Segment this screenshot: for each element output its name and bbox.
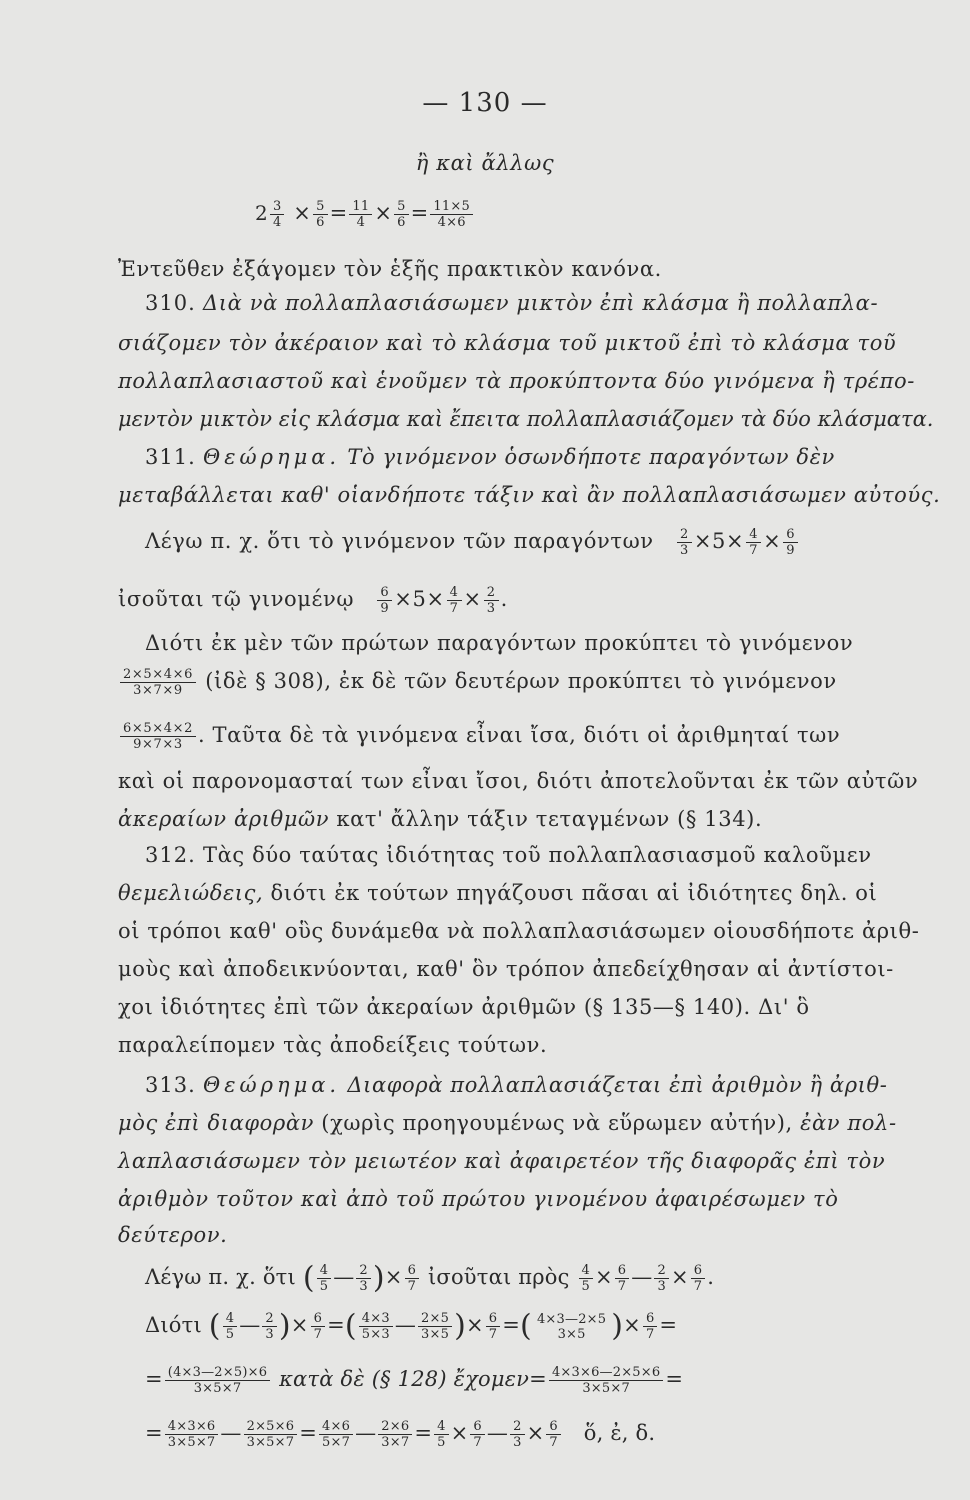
- text-line-with-fraction: $\frac{6\times 5\times 4\times 2}{9\times 7\times 3}$ . Ταῦτα δὲ τὰ γινόμενα εἶναι ἴσα, διότι οἱ ἀριθμηταί των: [118, 720, 948, 752]
- text-line: θεμελιώδεις, διότι ἐκ τούτων πηγάζουσι πᾶσαι αἱ ἰδιότητες δηλ. οἱ: [118, 881, 878, 905]
- text-line: Ἐντεῦθεν ἐξάγομεν τὸν ἑξῆς πρακτικὸν κανόνα.: [118, 257, 662, 281]
- equation-mixed-fraction: 2 $\frac{3}{4}$ × $\frac{5}{6}$ = $\frac{11}{4}$ × $\frac{5}{6}$ = $\frac{11\times 5}{4\times 6}$: [255, 198, 755, 230]
- text-line-with-product: ἰσοῦται τῷ γινομένῳ $\frac{6}{9}$ ×5× $\frac{4}{7}$ × $\frac{2}{3}$ .: [118, 585, 508, 616]
- paragraph-312: 312. Τὰς δύο ταύτας ἰδιότητας τοῦ πολλαπλασιασμοῦ καλοῦμεν: [145, 843, 872, 867]
- text-line: ἢ καὶ ἄλλως: [415, 151, 555, 175]
- text-line: μὸς ἐπὶ διαφορὰν (χωρὶς προηγουμένως νὰ εὕρωμεν αὐτήν), ἐὰν πολ-: [118, 1111, 897, 1135]
- text-line: σιάζομεν τὸν ἀκέραιον καὶ τὸ κλάσμα τοῦ μικτοῦ ἐπὶ τὸ κλάσμα τοῦ: [118, 331, 897, 355]
- paragraph-310: 310. Διὰ νὰ πολλαπλασιάσωμεν μικτὸν ἐπὶ κλάσμα ἢ πολλαπλα-: [145, 291, 879, 315]
- text-line: ἀκεραίων ἀριθμῶν κατ' ἄλλην τάξιν τεταγμένων (§ 134).: [118, 807, 763, 831]
- text-line: πολλαπλασιαστοῦ καὶ ἑνοῦμεν τὰ προκύπτοντα δύο γινόμενα ἢ τρέπο-: [118, 369, 915, 393]
- text-line: λαπλασιάσωμεν τὸν μειωτέον καὶ ἀφαιρετέον τῆς διαφορᾶς ἐπὶ τὸν: [118, 1149, 886, 1173]
- text-line: παραλείπομεν τὰς ἀποδείξεις τούτων.: [118, 1033, 548, 1057]
- page-number: — 130 —: [422, 88, 548, 118]
- paragraph-313: 313. Θεώρημα. Διαφορὰ πολλαπλασιάζεται ἐπὶ ἀριθμὸν ἢ ἀριθ-: [145, 1073, 888, 1097]
- text-line: Διότι ἐκ μὲν τῶν πρώτων παραγόντων προκύπτει τὸ γινόμενον: [145, 631, 854, 655]
- text-line: μοὺς καὶ ἀποδεικνύονται, καθ' ὃν τρόπον ἀπεδείχθησαν αἱ ἀντίστοι-: [118, 957, 894, 981]
- text-line: ἀριθμὸν τοῦτον καὶ ἀπὸ τοῦ πρώτου γινομένου ἀφαιρέσωμεν τὸ: [118, 1187, 839, 1211]
- text-line: χοι ἰδιότητες ἐπὶ τῶν ἀκεραίων ἀριθμῶν (§ 135—§ 140). Δι' ὃ: [118, 995, 810, 1019]
- text-line-with-fraction: $\frac{2\times 5\times 4\times 6}{3\times 7\times 9}$ (ἰδὲ § 308), ἐκ δὲ τῶν δευτέρων προκύπτει τὸ γινόμενον: [118, 666, 948, 698]
- equation-theorem-313: Λέγω π. χ. ὅτι ( $\frac{4}{5}$ — $\frac{2}{3}$ )× $\frac{6}{7}$ ἰσοῦται πρὸς $\frac{4}{5}$ × $\frac{6}{7}$ — $\frac{2}{3}$ × $\frac{6}{7}$ .: [145, 1260, 715, 1296]
- equation-proof-1: Διότι ( $\frac{4}{5}$ — $\frac{2}{3}$ )× $\frac{6}{7}$ =( $\frac{4\times 3}{5\times 3}$ — $\frac{2\times 5}{3\times 5}$ )× $\frac{6}{7}$ =( 4×3—2×5 3×5 )× $\frac{6}{7}$ =: [145, 1308, 678, 1344]
- text-line-with-product: Λέγω π. χ. ὅτι τὸ γινόμενον τῶν παραγόντων $\frac{2}{3}$ ×5× $\frac{4}{7}$ × $\frac{6}{9}$: [145, 526, 970, 558]
- equation-proof-3: = $\frac{4\times 3\times 6}{3\times 5\times 7}$ — $\frac{2\times 5\times 6}{3\times 5\times 7}$ = $\frac{4\times 6}{5\times 7}$ — $\frac{2\times 6}{3\times 7}$ = $\frac{4}{5}$ × $\frac{6}{7}$ — $\frac{2}{3}$ × $\frac{6}{7}$ ὅ, ἐ, δ.: [145, 1419, 656, 1450]
- text-line: μεταβάλλεται καθ' οἱανδήποτε τάξιν καὶ ἂν πολλαπλασιάσωμεν αὐτούς.: [118, 483, 941, 507]
- text-line: δεύτερον.: [118, 1223, 228, 1247]
- text-line: οἱ τρόποι καθ' οὓς δυνάμεθα νὰ πολλαπλασιάσωμεν οἱουσδήποτε ἀριθ-: [118, 919, 920, 943]
- equation-proof-2: = $\frac{(4\times 3—2\times 5)\times 6}{3\times 5\times 7}$ κατὰ δὲ (§ 128) ἔχομεν= $\frac{4\times 3\times 6—2\times 5\times 6}{3\times 5\times 7}$ =: [145, 1365, 684, 1396]
- text-line: καὶ οἱ παρονομασταί των εἶναι ἴσοι, διότι ἀποτελοῦνται ἐκ τῶν αὐτῶν: [118, 769, 919, 793]
- paragraph-311: 311. Θεώρημα. Τὸ γινόμενον ὁσωνδήποτε παραγόντων δὲν: [145, 445, 835, 469]
- text-line: μεντὸν μικτὸν εἰς κλάσμα καὶ ἔπειτα πολλαπλασιάζομεν τὰ δύο κλάσματα.: [118, 407, 934, 431]
